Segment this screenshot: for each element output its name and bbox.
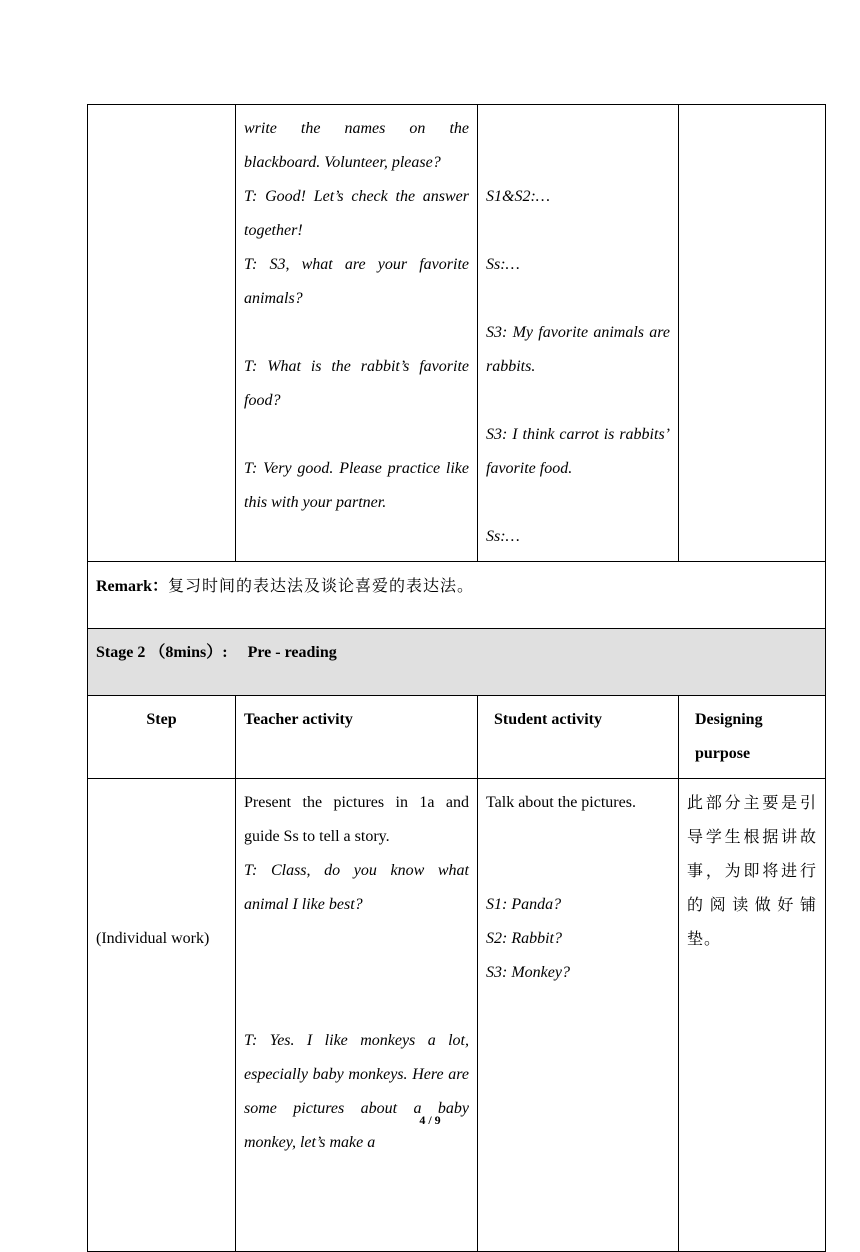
header-designing-purpose: Designing purpose xyxy=(679,696,826,779)
purpose-cell-empty xyxy=(679,105,826,562)
table-row-continued xyxy=(88,105,826,562)
stage-name: Pre - reading xyxy=(247,644,337,661)
student-line-3: S3: My favorite animals are rabbits. xyxy=(486,324,670,375)
step-cell xyxy=(88,779,236,1252)
teacher-intro: Present the pictures in 1a and guide Ss to tell a story. xyxy=(244,794,469,845)
page-number: 4 / 9 xyxy=(419,1113,441,1127)
lesson-plan-table xyxy=(87,104,826,1252)
remark-row xyxy=(88,562,826,629)
purpose-cell xyxy=(679,779,826,1252)
teacher-question-2: T: Yes. I like monkeys a lot, especially baby monkeys. Here are some pictures about a baby monkey, let’s make a xyxy=(244,1032,469,1151)
teacher-line-4: T: What is the rabbit’s favorite food? xyxy=(244,358,469,409)
student-line-2: Ss:… xyxy=(486,256,520,273)
stage-row xyxy=(88,629,826,696)
student-line-4: S3: I think carrot is rabbits’ favorite food. xyxy=(486,426,670,477)
student-activity-cell xyxy=(478,105,679,562)
student-line-1: S1&S2:… xyxy=(486,188,550,205)
teacher-activity-cell-2 xyxy=(236,779,478,1252)
student-line-5: Ss:… xyxy=(486,528,520,545)
header-step: Step xyxy=(88,696,236,779)
header-teacher-activity: Teacher activity xyxy=(236,696,478,779)
student-answer-2: S2: Rabbit? xyxy=(486,930,562,947)
teacher-activity-cell xyxy=(236,105,478,562)
student-answer-3: S3: Monkey? xyxy=(486,964,570,981)
header-student-activity: Student activity xyxy=(478,696,679,779)
teacher-line-1: write the names on the blackboard. Volunteer, please? xyxy=(244,120,469,171)
student-intro: Talk about the pictures. xyxy=(486,794,636,811)
purpose-text: 此部分主要是引导学生根据讲故事，为即将进行的阅读做好铺垫。 xyxy=(687,793,817,948)
remark-label: Remark： xyxy=(96,578,168,595)
remark-cell xyxy=(88,562,826,629)
remark-text: 复习时间的表达法及谈论喜爱的表达法。 xyxy=(168,576,475,595)
teacher-line-5: T: Very good. Please practice like this with your partner. xyxy=(244,460,469,511)
header-row xyxy=(88,696,826,779)
student-answer-1: S1: Panda? xyxy=(486,896,562,913)
step-label: (Individual work) xyxy=(96,930,210,947)
teacher-line-2: T: Good! Let’s check the answer together! xyxy=(244,188,469,239)
table-row-individual-work xyxy=(88,779,826,1252)
student-activity-cell-2 xyxy=(478,779,679,1252)
teacher-question-1: T: Class, do you know what animal I like best? xyxy=(244,862,469,913)
stage-title: Stage 2 （8mins）: xyxy=(96,644,228,661)
step-cell-empty xyxy=(88,105,236,562)
teacher-line-3: T: S3, what are your favorite animals? xyxy=(244,256,469,307)
stage-cell xyxy=(88,629,826,696)
